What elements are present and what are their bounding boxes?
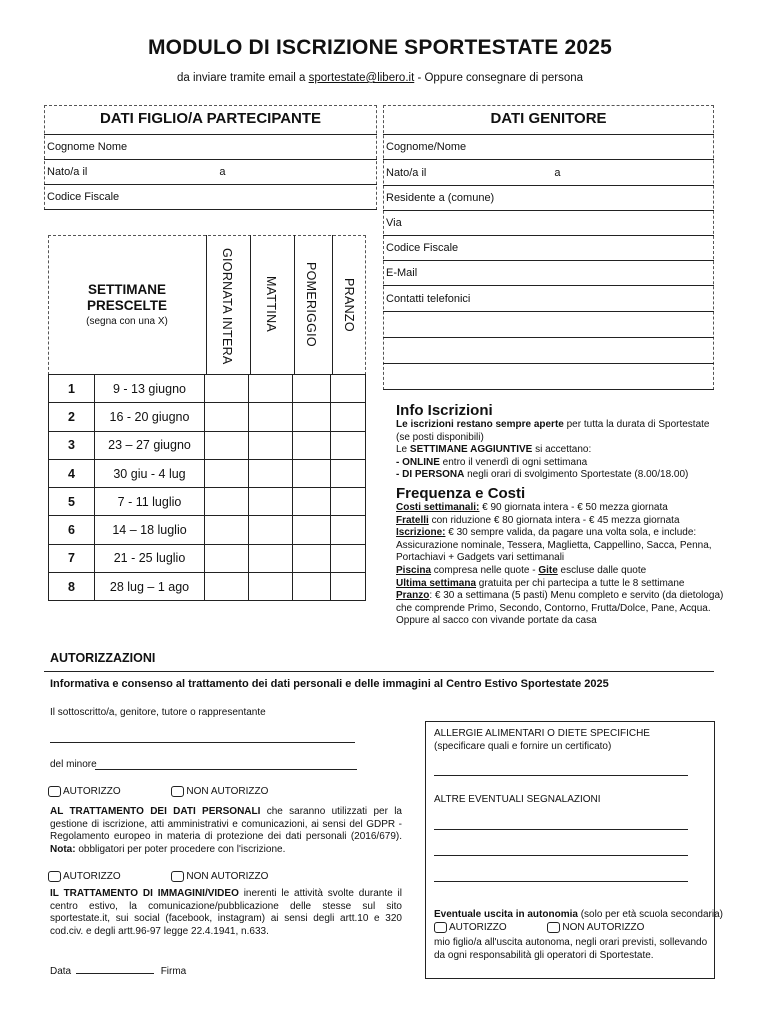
weeks-heading: SETTIMANE PRESCELTE (segna con una X) <box>86 282 168 327</box>
parent-heading: DATI GENITORE <box>490 110 607 127</box>
cell-morning[interactable] <box>249 488 293 516</box>
child-taxcode-field[interactable]: Codice Fiscale <box>44 185 377 210</box>
parent-taxcode-field[interactable]: Codice Fiscale <box>383 236 714 261</box>
cell-lunch[interactable] <box>331 403 366 431</box>
subtitle-post: - Oppure consegnare di persona <box>414 72 584 84</box>
cell-afternoon[interactable] <box>293 488 331 516</box>
exit-heading: Eventuale uscita in autonomia (solo per età scuola secondaria) <box>434 909 723 920</box>
other-line[interactable] <box>434 829 688 830</box>
parent-extra-line[interactable] <box>383 338 714 364</box>
col-afternoon: POMERIGGIO <box>304 262 318 347</box>
cell-afternoon[interactable] <box>293 375 331 403</box>
other-heading: ALTRE EVENTUALI SEGNALAZIONI <box>434 794 601 805</box>
cell-afternoon[interactable] <box>293 403 331 431</box>
cell-morning[interactable] <box>249 403 293 431</box>
parent-birth-field[interactable]: Nato/a il a <box>383 160 714 186</box>
child-birth-field[interactable]: Nato/a il a <box>44 160 377 185</box>
cell-lunch[interactable] <box>331 488 366 516</box>
week-row: 4 30 giu - 4 lug <box>49 459 366 487</box>
image-authorize-checkbox[interactable] <box>48 871 61 882</box>
image-text: IL TRATTAMENTO DI IMMAGINI/VIDEO inerenti le attività svolte durante il centro estivo, la comunicazione/pubblicazione delle stesse sul sito sportestate.it, sui social (facebook, instagram) ai sensi degli artt.10 e 320 cod.civ. e degli artt.96-97 legge 22.4.1941, n.633. <box>50 888 402 937</box>
info-heading: Info Iscrizioni <box>396 402 493 419</box>
week-row: 8 28 lug – 1 ago <box>49 573 366 601</box>
cell-morning[interactable] <box>249 375 293 403</box>
cell-full-day[interactable] <box>205 431 249 459</box>
col-morning: MATTINA <box>264 276 278 333</box>
week-row: 1 9 - 13 giugno <box>49 375 366 403</box>
cell-lunch[interactable] <box>331 573 366 601</box>
week-row: 2 16 - 20 giugno <box>49 403 366 431</box>
parent-phone-field[interactable]: Contatti telefonici <box>383 286 714 312</box>
parent-street-field[interactable]: Via <box>383 211 714 236</box>
parent-name-field[interactable]: Cognome/Nome <box>383 134 714 160</box>
cell-morning[interactable] <box>249 544 293 572</box>
cell-afternoon[interactable] <box>293 544 331 572</box>
week-row: 6 14 – 18 luglio <box>49 516 366 544</box>
auth-heading: AUTORIZZAZIONI <box>50 651 156 665</box>
week-row: 7 21 - 25 luglio <box>49 544 366 572</box>
minor-line[interactable] <box>95 769 357 770</box>
cell-morning[interactable] <box>249 431 293 459</box>
cell-full-day[interactable] <box>205 403 249 431</box>
allergy-line[interactable] <box>434 775 688 776</box>
allergy-hint: (specificare quali e fornire un certificato) <box>434 741 612 752</box>
image-consent-row: AUTORIZZO NON AUTORIZZO <box>48 871 268 882</box>
exit-text: mio figlio/a all'uscita autonoma, negli orari previsti, sollevando da ogni responsabilità gli operatori di Sportestate. <box>434 937 708 961</box>
weeks-table <box>48 374 366 601</box>
page-title: MODULO DI ISCRIZIONE SPORTESTATE 2025 <box>147 36 613 59</box>
info-section: Info Iscrizioni Le iscrizioni restano sempre aperte per tutta la durata di Sportestate (se posti disponibili) Le SETTIMANE AGGIUNTIVE si accettano: - ONLINE entro il venerdì di ogni settimana - DI PERSONA negli orari di svolgimento Sportestate (8.00/18.00) Frequenza e Costi Costi settimanali: € 90 giornata intera - € 50 mezza giornata Fratelli con riduzione € 80 giornata intera - € 45 mezza giornata Iscrizione: € 30 sempre valida, da pagare una volta sola, e include: Assicurazione nominale, Tessera, Maglietta, Cappellino, Sacca, Penna, Portachiavi + Gadgets vari settimanali Piscina compresa nelle quote - Gite escluse dalle quote Ultima settimana gratuita per chi partecipa a tutte le 8 settimane Pranzo: € 30 a settimana (5 pasti) Menu completo e servito (da dietologa) che comprende Primo, Secondo, Contorno, Frutta/Dolce, Pane, Acqua. Oppure al sacco con vivande portate da casa <box>396 402 726 628</box>
cell-full-day[interactable] <box>205 459 249 487</box>
cell-morning[interactable] <box>249 573 293 601</box>
cell-afternoon[interactable] <box>293 516 331 544</box>
privacy-consent-row: AUTORIZZO NON AUTORIZZO <box>48 786 268 797</box>
child-heading: DATI FIGLIO/A PARTECIPANTE <box>99 110 322 127</box>
page-subtitle <box>0 72 760 84</box>
date-line[interactable] <box>76 973 154 974</box>
exit-authorize-checkbox[interactable] <box>434 922 447 933</box>
parent-residence-field[interactable]: Residente a (comune) <box>383 186 714 211</box>
col-full-day: GIORNATA INTERA <box>220 248 234 365</box>
date-sign-row: Data Firma <box>50 966 187 977</box>
allergy-heading: ALLERGIE ALIMENTARI O DIETE SPECIFICHE <box>434 728 650 739</box>
cell-lunch[interactable] <box>331 544 366 572</box>
week-row: 3 23 – 27 giugno <box>49 431 366 459</box>
other-line[interactable] <box>434 881 688 882</box>
cell-full-day[interactable] <box>205 573 249 601</box>
cell-afternoon[interactable] <box>293 459 331 487</box>
privacy-authorize-checkbox[interactable] <box>48 786 61 797</box>
parent-email-field[interactable]: E-Mail <box>383 261 714 286</box>
cell-lunch[interactable] <box>331 431 366 459</box>
cell-morning[interactable] <box>249 459 293 487</box>
email-link[interactable]: sportestate@libero.it <box>308 72 415 84</box>
cell-afternoon[interactable] <box>293 573 331 601</box>
cell-full-day[interactable] <box>205 516 249 544</box>
cell-full-day[interactable] <box>205 488 249 516</box>
subtitle-pre: da inviare tramite email a <box>176 72 309 84</box>
cell-morning[interactable] <box>249 516 293 544</box>
cell-lunch[interactable] <box>331 375 366 403</box>
minor-label: del minore <box>50 759 97 770</box>
privacy-deny-checkbox[interactable] <box>171 786 184 797</box>
cell-full-day[interactable] <box>205 375 249 403</box>
signer-line[interactable] <box>50 742 355 743</box>
week-row: 5 7 - 11 luglio <box>49 488 366 516</box>
other-line[interactable] <box>434 855 688 856</box>
cell-full-day[interactable] <box>205 544 249 572</box>
auth-subheading: Informativa e consenso al trattamento dei dati personali e delle immagini al Centro Estivo Sportestate 2025 <box>50 678 609 690</box>
image-deny-checkbox[interactable] <box>171 871 184 882</box>
exit-consent-row: AUTORIZZO NON AUTORIZZO <box>434 922 644 933</box>
parent-extra-line[interactable] <box>383 312 714 338</box>
child-name-field[interactable]: Cognome Nome <box>44 134 377 160</box>
cell-afternoon[interactable] <box>293 431 331 459</box>
cell-lunch[interactable] <box>331 459 366 487</box>
col-lunch: PRANZO <box>342 278 356 332</box>
signer-label: Il sottoscritto/a, genitore, tutore o rappresentante <box>50 707 266 718</box>
cell-lunch[interactable] <box>331 516 366 544</box>
costs-heading: Frequenza e Costi <box>396 484 526 502</box>
parent-extra-line[interactable] <box>383 364 714 390</box>
exit-deny-checkbox[interactable] <box>547 922 560 933</box>
privacy-text: AL TRATTAMENTO DEI DATI PERSONALI che saranno utilizzati per la gestione di iscrizione, atti amministrativi e comunicazioni, ai sensi del GDPR - Regolamento europeo in materia di protezione dei dati personali (2016/679). Nota: obbligatori per poter procedere con l'iscrizione. <box>50 806 402 855</box>
